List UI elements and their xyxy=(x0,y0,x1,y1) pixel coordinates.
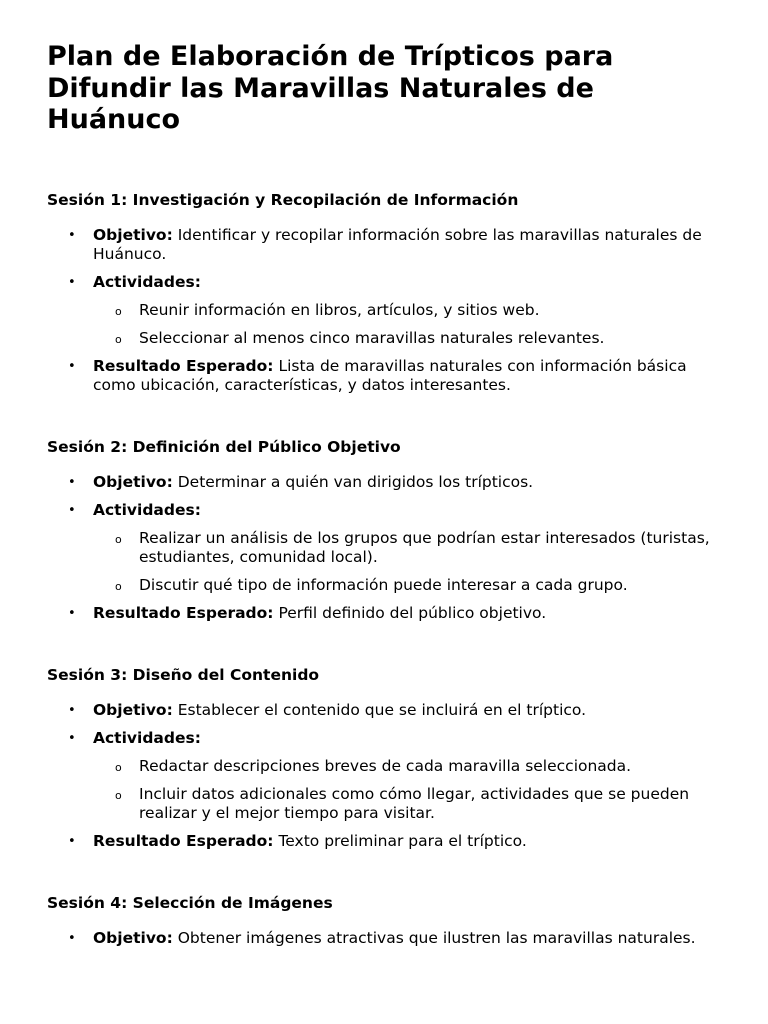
activities-list xyxy=(93,757,722,823)
objective-text: Identificar y recopilar información sobre las maravillas naturales de Huánuco. xyxy=(93,225,702,263)
objective-item xyxy=(47,226,722,264)
activity-text: Seleccionar al menos cinco maravillas naturales relevantes. xyxy=(139,328,605,347)
result-label: Resultado Esperado: xyxy=(93,603,274,622)
activities-item xyxy=(47,501,722,595)
sub-bullet-icon: o xyxy=(115,788,122,802)
bullet-icon: • xyxy=(68,605,76,621)
document-title: Plan de Elaboración de Trípticos para Difundir las Maravillas Naturales de Huánuco xyxy=(47,41,614,135)
objective-label: Objetivo: xyxy=(93,928,173,947)
objective-label: Objetivo: xyxy=(93,700,173,719)
session-heading: Sesión 4: Selección de Imágenes xyxy=(47,893,333,912)
session-list xyxy=(47,929,722,948)
activity-text: Discutir qué tipo de información puede interesar a cada grupo. xyxy=(139,575,628,594)
objective-label: Objetivo: xyxy=(93,472,173,491)
activity-text: Redactar descripciones breves de cada maravilla seleccionada. xyxy=(139,756,632,775)
objective-item xyxy=(47,473,722,492)
session-1 xyxy=(47,190,722,395)
activity-text: Reunir información en libros, artículos, y sitios web. xyxy=(139,300,540,319)
bullet-icon: • xyxy=(68,227,76,243)
objective-item xyxy=(47,929,722,948)
session-heading: Sesión 1: Investigación y Recopilación de Información xyxy=(47,190,519,209)
sub-bullet-icon: o xyxy=(115,579,122,593)
bullet-icon: • xyxy=(68,833,76,849)
objective-item xyxy=(47,701,722,720)
activity-text: Incluir datos adicionales como cómo llegar, actividades que se pueden realizar y el mejor tiempo para visitar. xyxy=(139,784,690,822)
bullet-icon: • xyxy=(68,730,76,746)
activities-list xyxy=(93,529,722,595)
activities-item xyxy=(47,273,722,348)
bullet-icon: • xyxy=(68,702,76,718)
bullet-icon: • xyxy=(68,274,76,290)
result-text: Texto preliminar para el tríptico. xyxy=(278,831,527,850)
activity-item xyxy=(93,576,722,595)
result-text: Lista de maravillas naturales con información básica como ubicación, características, y datos interesantes. xyxy=(93,356,687,394)
objective-text: Determinar a quién van dirigidos los trípticos. xyxy=(177,472,534,491)
activity-item xyxy=(93,757,722,776)
objective-text: Obtener imágenes atractivas que ilustren las maravillas naturales. xyxy=(177,928,696,947)
activity-item xyxy=(93,329,722,348)
result-item xyxy=(47,604,722,623)
result-text: Perfil definido del público objetivo. xyxy=(278,603,547,622)
objective-label: Objetivo: xyxy=(93,225,173,244)
activities-label: Actividades: xyxy=(93,728,201,747)
activities-list xyxy=(93,301,722,348)
activity-item xyxy=(93,529,722,567)
session-heading: Sesión 2: Definición del Público Objetivo xyxy=(47,437,401,456)
sub-bullet-icon: o xyxy=(115,304,122,318)
session-2 xyxy=(47,437,722,623)
session-4 xyxy=(47,893,722,948)
result-item xyxy=(47,832,722,851)
result-label: Resultado Esperado: xyxy=(93,356,274,375)
activity-item xyxy=(93,301,722,320)
objective-text: Establecer el contenido que se incluirá en el tríptico. xyxy=(177,700,587,719)
sub-bullet-icon: o xyxy=(115,532,122,546)
sub-bullet-icon: o xyxy=(115,332,122,346)
bullet-icon: • xyxy=(68,930,76,946)
activity-text: Realizar un análisis de los grupos que podrían estar interesados (turistas, estudiantes, comunidad local). xyxy=(139,528,710,566)
activity-item xyxy=(93,785,722,823)
bullet-icon: • xyxy=(68,474,76,490)
bullet-icon: • xyxy=(68,358,76,374)
session-list xyxy=(47,226,722,395)
activities-item xyxy=(47,729,722,823)
session-heading: Sesión 3: Diseño del Contenido xyxy=(47,665,320,684)
bullet-icon: • xyxy=(68,502,76,518)
session-3 xyxy=(47,665,722,851)
session-list xyxy=(47,473,722,623)
result-label: Resultado Esperado: xyxy=(93,831,274,850)
session-list xyxy=(47,701,722,851)
sub-bullet-icon: o xyxy=(115,760,122,774)
activities-label: Actividades: xyxy=(93,272,201,291)
result-item xyxy=(47,357,722,395)
activities-label: Actividades: xyxy=(93,500,201,519)
